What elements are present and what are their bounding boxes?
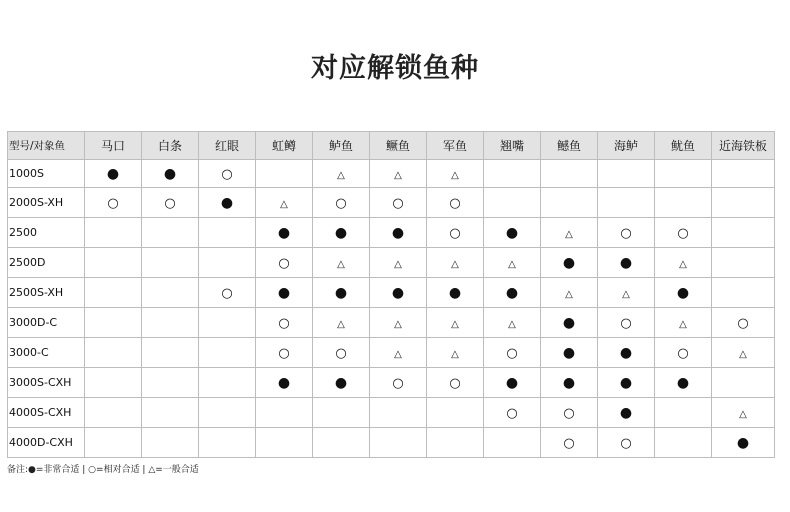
rating-cell [655,398,712,428]
hollow-circle-icon: ○ [221,166,233,182]
filled-circle-icon: ● [562,374,576,391]
fish-header: 鳡鱼 [541,132,598,160]
filled-circle-icon: ● [334,284,348,301]
rating-cell [85,368,142,398]
filled-circle-icon: ● [448,284,462,301]
rating-cell [199,160,256,188]
model-cell: 4000S-CXH [8,398,85,428]
rating-cell [712,398,775,428]
triangle-icon: △ [394,318,402,330]
rating-cell [541,278,598,308]
rating-cell [142,218,199,248]
rating-cell [655,278,712,308]
rating-cell [712,308,775,338]
triangle-icon: △ [280,198,288,210]
model-cell: 2000S-XH [8,188,85,218]
rating-cell [484,368,541,398]
table-row [8,160,775,188]
rating-cell [85,278,142,308]
rating-cell [655,188,712,218]
rating-cell [370,368,427,398]
triangle-icon: △ [394,169,402,181]
rating-cell [712,368,775,398]
rating-cell [598,160,655,188]
rating-cell [370,428,427,458]
rating-cell [541,398,598,428]
rating-cell [484,248,541,278]
fish-header: 白条 [142,132,199,160]
rating-cell [256,398,313,428]
filled-circle-icon: ● [334,224,348,241]
model-cell: 3000S-CXH [8,368,85,398]
rating-cell [142,338,199,368]
rating-cell [85,248,142,278]
fish-compatibility-table [7,131,775,458]
rating-cell [484,160,541,188]
filled-circle-icon: ● [277,284,291,301]
rating-cell [712,188,775,218]
rating-cell [484,308,541,338]
hollow-circle-icon: ○ [620,435,632,451]
filled-circle-icon: ● [619,374,633,391]
filled-circle-icon: ● [505,374,519,391]
fish-header: 军鱼 [427,132,484,160]
model-cell: 4000D-CXH [8,428,85,458]
rating-cell [427,368,484,398]
hollow-circle-icon: ○ [392,375,404,391]
rating-cell [427,278,484,308]
rating-cell [655,338,712,368]
rating-cell [199,248,256,278]
triangle-icon: △ [565,228,573,240]
model-cell: 2500S-XH [8,278,85,308]
fish-header: 海鲈 [598,132,655,160]
filled-circle-icon: ● [619,344,633,361]
triangle-icon: △ [394,258,402,270]
triangle-icon: △ [337,318,345,330]
model-cell: 3000D-C [8,308,85,338]
hollow-circle-icon: ○ [335,195,347,211]
rating-cell [85,160,142,188]
rating-cell [142,160,199,188]
fish-header: 虹鳟 [256,132,313,160]
rating-cell [313,218,370,248]
filled-circle-icon: ● [619,404,633,421]
triangle-icon: △ [337,258,345,270]
hollow-circle-icon: ○ [563,435,575,451]
legend-note: 备注:●=非常合适 | ○=相对合适 | △=一般合适 [7,465,199,475]
rating-cell [712,218,775,248]
rating-cell [313,188,370,218]
rating-cell [142,188,199,218]
fish-header: 鱿鱼 [655,132,712,160]
hollow-circle-icon: ○ [221,285,233,301]
hollow-circle-icon: ○ [278,345,290,361]
filled-circle-icon: ● [562,344,576,361]
rating-cell [313,308,370,338]
hollow-circle-icon: ○ [563,405,575,421]
hollow-circle-icon: ○ [449,195,461,211]
rating-cell [85,428,142,458]
rating-cell [484,188,541,218]
rating-cell [256,248,313,278]
triangle-icon: △ [622,288,630,300]
fish-header: 鲈鱼 [313,132,370,160]
rating-cell [598,338,655,368]
triangle-icon: △ [394,348,402,360]
rating-cell [541,218,598,248]
hollow-circle-icon: ○ [737,315,749,331]
rating-cell [541,160,598,188]
rating-cell [712,248,775,278]
hollow-circle-icon: ○ [335,345,347,361]
hollow-circle-icon: ○ [506,405,518,421]
table-row [8,368,775,398]
rating-cell [199,398,256,428]
rating-cell [427,248,484,278]
filled-circle-icon: ● [736,434,750,451]
rating-cell [370,160,427,188]
rating-cell [199,218,256,248]
table-row [8,248,775,278]
corner-header: 型号/对象鱼 [8,132,85,160]
rating-cell [598,188,655,218]
triangle-icon: △ [451,169,459,181]
rating-cell [655,368,712,398]
rating-cell [655,308,712,338]
hollow-circle-icon: ○ [506,345,518,361]
rating-cell [199,368,256,398]
rating-cell [313,160,370,188]
rating-cell [712,338,775,368]
filled-circle-icon: ● [106,165,120,182]
rating-cell [370,188,427,218]
rating-cell [427,160,484,188]
table-row [8,188,775,218]
rating-cell [541,308,598,338]
rating-cell [256,308,313,338]
rating-cell [541,338,598,368]
fish-header: 红眼 [199,132,256,160]
rating-cell [370,308,427,338]
filled-circle-icon: ● [505,284,519,301]
triangle-icon: △ [508,318,516,330]
table-body [8,160,775,458]
model-cell: 3000-C [8,338,85,368]
rating-cell [484,428,541,458]
rating-cell [427,188,484,218]
rating-cell [484,278,541,308]
rating-cell [142,278,199,308]
rating-cell [256,160,313,188]
rating-cell [85,308,142,338]
rating-cell [598,278,655,308]
rating-cell [427,308,484,338]
hollow-circle-icon: ○ [107,195,119,211]
hollow-circle-icon: ○ [449,375,461,391]
rating-cell [370,248,427,278]
rating-cell [256,368,313,398]
hollow-circle-icon: ○ [620,315,632,331]
fish-header: 鳜鱼 [370,132,427,160]
triangle-icon: △ [451,258,459,270]
rating-cell [313,248,370,278]
rating-cell [199,428,256,458]
rating-cell [313,368,370,398]
rating-cell [85,398,142,428]
rating-cell [598,398,655,428]
rating-cell [142,308,199,338]
rating-cell [484,398,541,428]
rating-cell [142,398,199,428]
filled-circle-icon: ● [676,374,690,391]
filled-circle-icon: ● [277,374,291,391]
filled-circle-icon: ● [277,224,291,241]
rating-cell [598,368,655,398]
filled-circle-icon: ● [220,194,234,211]
rating-cell [256,278,313,308]
hollow-circle-icon: ○ [392,195,404,211]
rating-cell [313,278,370,308]
hollow-circle-icon: ○ [164,195,176,211]
hollow-circle-icon: ○ [278,315,290,331]
hollow-circle-icon: ○ [278,255,290,271]
hollow-circle-icon: ○ [677,345,689,361]
rating-cell [142,248,199,278]
page-title: 对应解锁鱼种 [311,53,479,84]
hollow-circle-icon: ○ [677,225,689,241]
triangle-icon: △ [508,258,516,270]
rating-cell [313,398,370,428]
rating-cell [598,218,655,248]
header-row [8,132,775,160]
model-cell: 2500D [8,248,85,278]
filled-circle-icon: ● [562,254,576,271]
model-cell: 1000S [8,160,85,188]
filled-circle-icon: ● [163,165,177,182]
rating-cell [142,428,199,458]
hollow-circle-icon: ○ [620,225,632,241]
table-row [8,338,775,368]
triangle-icon: △ [679,258,687,270]
table-row [8,308,775,338]
rating-cell [712,278,775,308]
triangle-icon: △ [451,318,459,330]
rating-cell [427,428,484,458]
filled-circle-icon: ● [562,314,576,331]
rating-cell [655,248,712,278]
table-row [8,218,775,248]
rating-cell [142,368,199,398]
rating-cell [199,188,256,218]
rating-cell [85,188,142,218]
rating-cell [313,338,370,368]
rating-cell [541,368,598,398]
filled-circle-icon: ● [619,254,633,271]
rating-cell [541,188,598,218]
table-row [8,428,775,458]
filled-circle-icon: ● [676,284,690,301]
rating-cell [484,338,541,368]
rating-cell [541,428,598,458]
rating-cell [199,338,256,368]
rating-cell [370,218,427,248]
rating-cell [256,218,313,248]
triangle-icon: △ [451,348,459,360]
rating-cell [313,428,370,458]
triangle-icon: △ [679,318,687,330]
rating-cell [655,160,712,188]
rating-cell [256,428,313,458]
filled-circle-icon: ● [505,224,519,241]
rating-cell [199,308,256,338]
fish-header: 近海铁板 [712,132,775,160]
rating-cell [655,428,712,458]
triangle-icon: △ [337,169,345,181]
rating-cell [598,248,655,278]
rating-cell [370,338,427,368]
model-cell: 2500 [8,218,85,248]
table-row [8,398,775,428]
rating-cell [85,338,142,368]
rating-cell [655,218,712,248]
rating-cell [541,248,598,278]
fish-header: 翘嘴 [484,132,541,160]
triangle-icon: △ [565,288,573,300]
filled-circle-icon: ● [391,284,405,301]
hollow-circle-icon: ○ [449,225,461,241]
rating-cell [370,278,427,308]
rating-cell [370,398,427,428]
rating-cell [85,218,142,248]
rating-cell [484,218,541,248]
rating-cell [256,338,313,368]
rating-cell [427,398,484,428]
rating-cell [199,278,256,308]
rating-cell [598,308,655,338]
rating-cell [427,338,484,368]
rating-cell [256,188,313,218]
fish-header: 马口 [85,132,142,160]
rating-cell [427,218,484,248]
filled-circle-icon: ● [334,374,348,391]
rating-cell [712,160,775,188]
rating-cell [712,428,775,458]
table-row [8,278,775,308]
filled-circle-icon: ● [391,224,405,241]
rating-cell [598,428,655,458]
triangle-icon: △ [739,348,747,360]
triangle-icon: △ [739,408,747,420]
